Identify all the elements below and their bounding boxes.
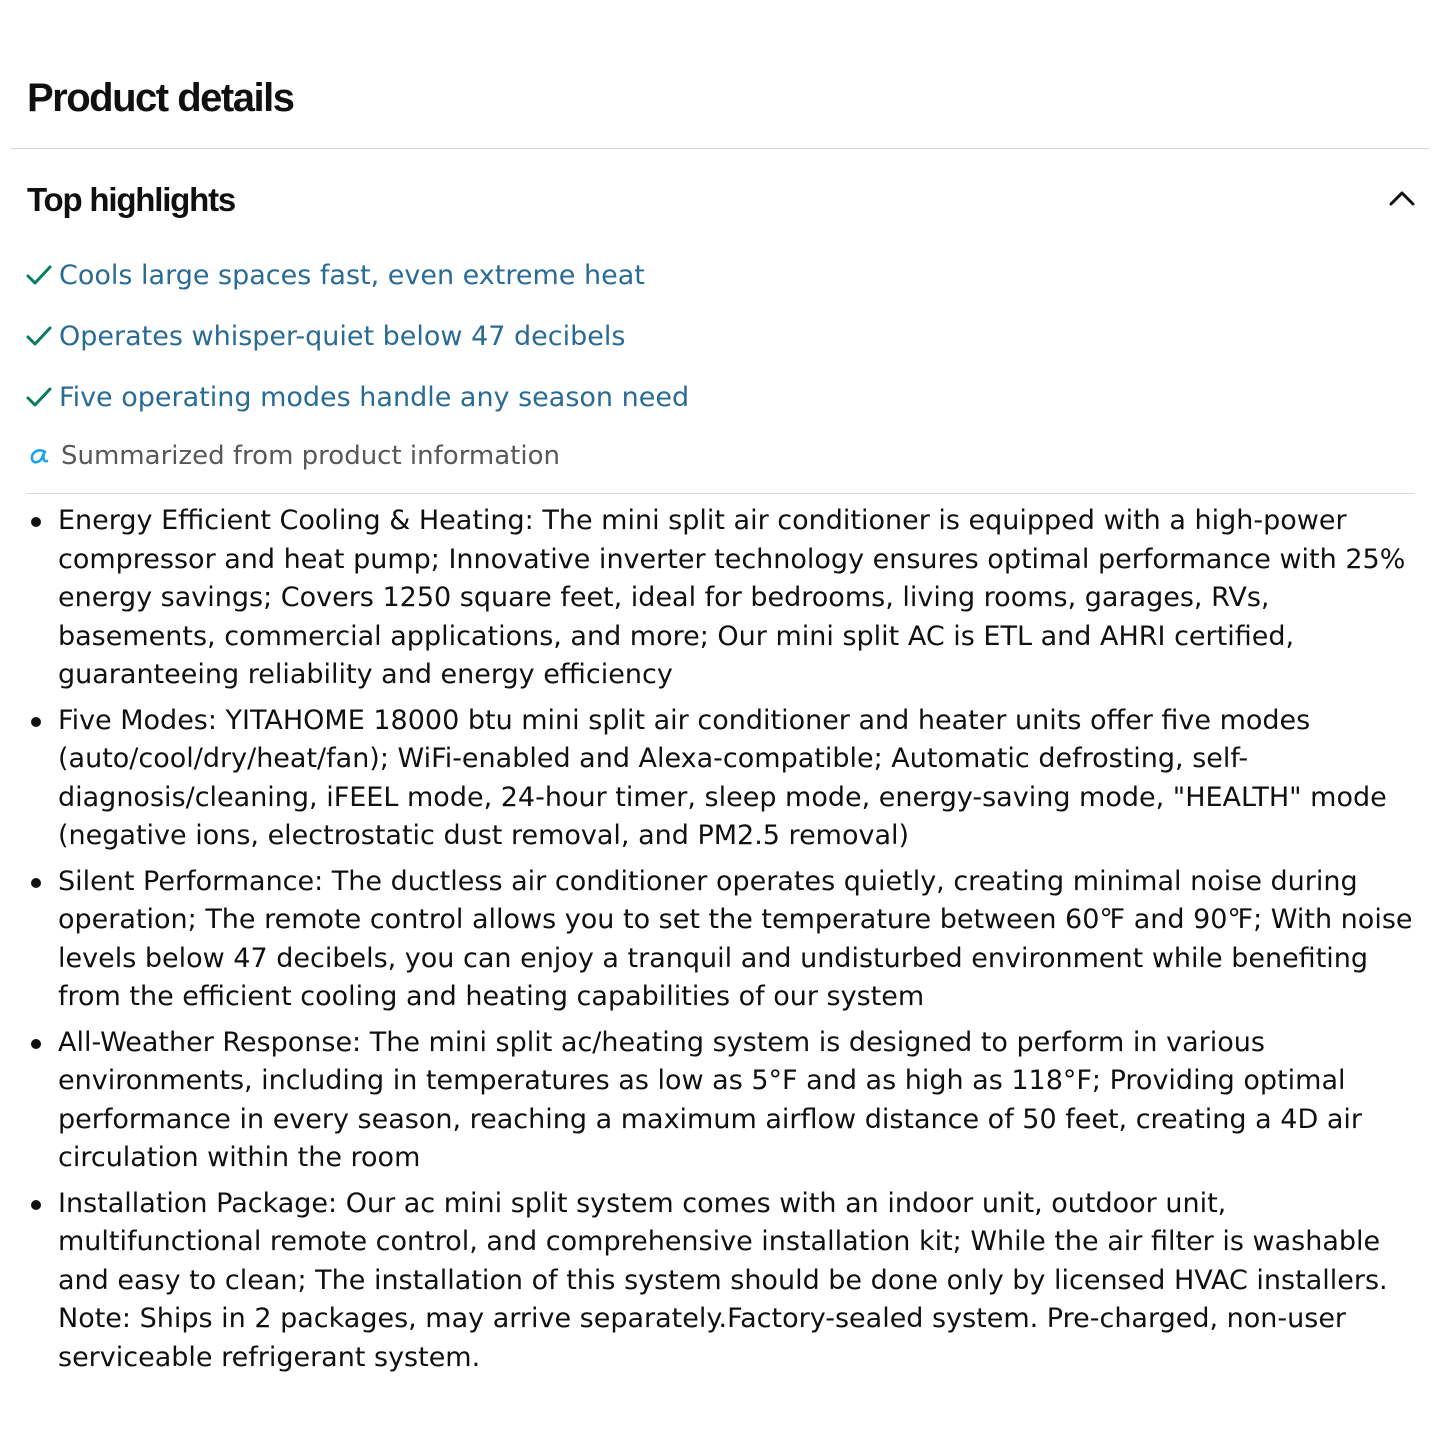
highlight-item [24,312,689,360]
bullet-dot-icon [31,1200,41,1210]
about-bullets-list [27,502,1427,1384]
highlight-item [24,373,689,421]
bullet-dot-icon [31,878,41,888]
summary-note-text: Summarized from product information [61,441,560,471]
highlight-text: Cools large spaces fast, even extreme heat [59,259,645,291]
chevron-up-icon [1384,180,1420,216]
about-bullet-text: Installation Package: Our ac mini split system comes with an indoor unit, outdoor unit, multifunctional remote control, and comprehensive installation kit; While the air filter is washable and easy to clean; The installation of this system should be done only by licensed HVAC installers. Note: Ships in 2 packages, may arrive separately.Factory-sealed system. Pre-charged, non-user serviceable refrigerant system. [58,1187,1388,1373]
summary-note [27,434,560,478]
about-bullet-text: Energy Efficient Cooling & Heating: The mini split air conditioner is equipped with a high-power compressor and heat pump; Innovative inverter technology ensures optimal performance with 25% energy savings; Covers 1250 square feet, ideal for bedrooms, living rooms, garages, RVs, basements, commercial applications, and more; Our mini split AC is ETL and AHRI certified, guaranteeing reliability and energy efficiency [58,505,1406,690]
about-bullet-text: Silent Performance: The ductless air conditioner operates quietly, creating minimal noise during operation; The remote control allows you to set the temperature between 60℉ and 90℉; With noise levels below 47 decibels, you can enjoy a tranquil and undisturbed environment while benefiting from the efficient cooling and heating capabilities of our system [58,865,1413,1012]
about-bullet [27,1024,1427,1178]
highlight-item [24,251,689,299]
bullet-dot-icon [31,517,41,527]
about-bullet-text: All-Weather Response: The mini split ac/heating system is designed to perform in various environments, including in temperatures as low as 5°F and as high as 118°F; Providing optimal performance in every season, reaching a maximum airflow distance of 50 feet, creating a 4D air circulation within the room [58,1026,1362,1173]
bullet-dot-icon [31,717,41,727]
about-bullet [27,502,1427,695]
check-icon [24,260,54,290]
about-bullet [27,863,1427,1017]
ai-summary-icon [27,444,51,468]
about-bullet [27,702,1427,856]
section-divider [27,493,1415,494]
about-bullet-text: Five Modes: YITAHOME 18000 btu mini split air conditioner and heater units offer five modes (auto/cool/dry/heat/fan); WiFi-enabled and Alexa-compatible; Automatic defrosting, self-diagnosis/cleaning, iFEEL mode, 24-hour timer, sleep mode, energy-saving mode, "HEALTH" mode (negative ions, electrostatic dust removal, and PM2.5 removal) [58,704,1387,851]
check-icon [24,321,54,351]
highlights-list [24,251,689,434]
top-highlights-title: Top highlights [27,181,236,218]
bullet-dot-icon [31,1039,41,1049]
highlight-text: Operates whisper-quiet below 47 decibels [59,320,626,352]
collapse-toggle-button[interactable] [1384,180,1420,216]
page-title: Product details [27,76,294,120]
top-highlights-header[interactable] [0,172,1440,228]
about-bullet [27,1185,1427,1378]
check-icon [24,382,54,412]
section-divider [10,148,1430,149]
highlight-text: Five operating modes handle any season need [59,381,690,413]
